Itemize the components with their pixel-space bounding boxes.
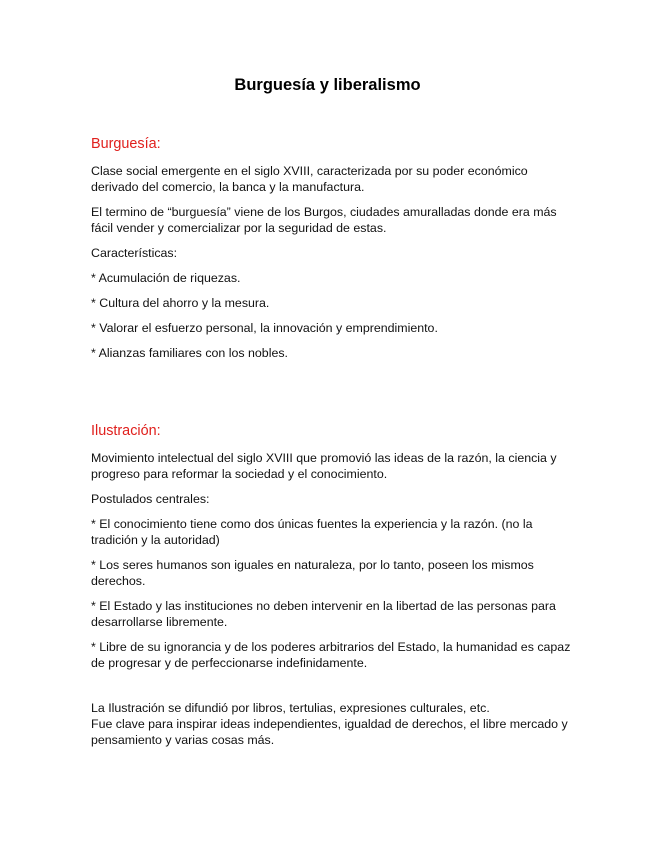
document-body bbox=[91, 135, 571, 748]
section-burguesia bbox=[91, 135, 571, 361]
paragraph: Movimiento intelectual del siglo XVIII que promovió las ideas de la razón, la ciencia y progreso para reformar la sociedad y el conocimiento. bbox=[91, 451, 557, 481]
list-item: * El conocimiento tiene como dos únicas fuentes la experiencia y la razón. (no la tradición y la autoridad) bbox=[91, 517, 533, 547]
spacer bbox=[91, 680, 571, 700]
section-ilustracion bbox=[91, 422, 571, 671]
list-item: * Libre de su ignorancia y de los poderes arbitrarios del Estado, la humanidad es capaz de progresar y de perfeccionarse indefinidamente. bbox=[91, 640, 571, 670]
paragraph: Características: bbox=[91, 246, 178, 260]
closing-line: Fue clave para inspirar ideas independientes, igualdad de derechos, el libre mercado y pensamiento y varias cosas más. bbox=[91, 717, 568, 747]
section-heading: Ilustración: bbox=[91, 423, 161, 439]
list-item: * El Estado y las instituciones no deben intervenir en la libertad de las personas para desarrollarse libremente. bbox=[91, 599, 556, 629]
document-title: Burguesía y liberalismo bbox=[234, 76, 421, 94]
list-item: * Cultura del ahorro y la mesura. bbox=[91, 296, 270, 310]
list-item: * Alianzas familiares con los nobles. bbox=[91, 346, 288, 360]
closing-paragraph bbox=[91, 700, 571, 748]
list-item: * Acumulación de riquezas. bbox=[91, 271, 241, 285]
closing-line: La Ilustración se difundió por libros, tertulias, expresiones culturales, etc. bbox=[91, 701, 490, 715]
paragraph: El termino de “burguesía” viene de los Burgos, ciudades amuralladas donde era más fácil vender y comercializar por la seguridad de estas. bbox=[91, 205, 557, 235]
list-item: * Los seres humanos son iguales en naturaleza, por lo tanto, poseen los mismos derechos. bbox=[91, 558, 534, 588]
section-heading: Burguesía: bbox=[91, 136, 161, 152]
paragraph: Clase social emergente en el siglo XVIII, caracterizada por su poder económico derivado del comercio, la banca y la manufactura. bbox=[91, 164, 528, 194]
paragraph: Postulados centrales: bbox=[91, 492, 210, 506]
list-item: * Valorar el esfuerzo personal, la innovación y emprendimiento. bbox=[91, 321, 438, 335]
spacer bbox=[91, 370, 571, 422]
